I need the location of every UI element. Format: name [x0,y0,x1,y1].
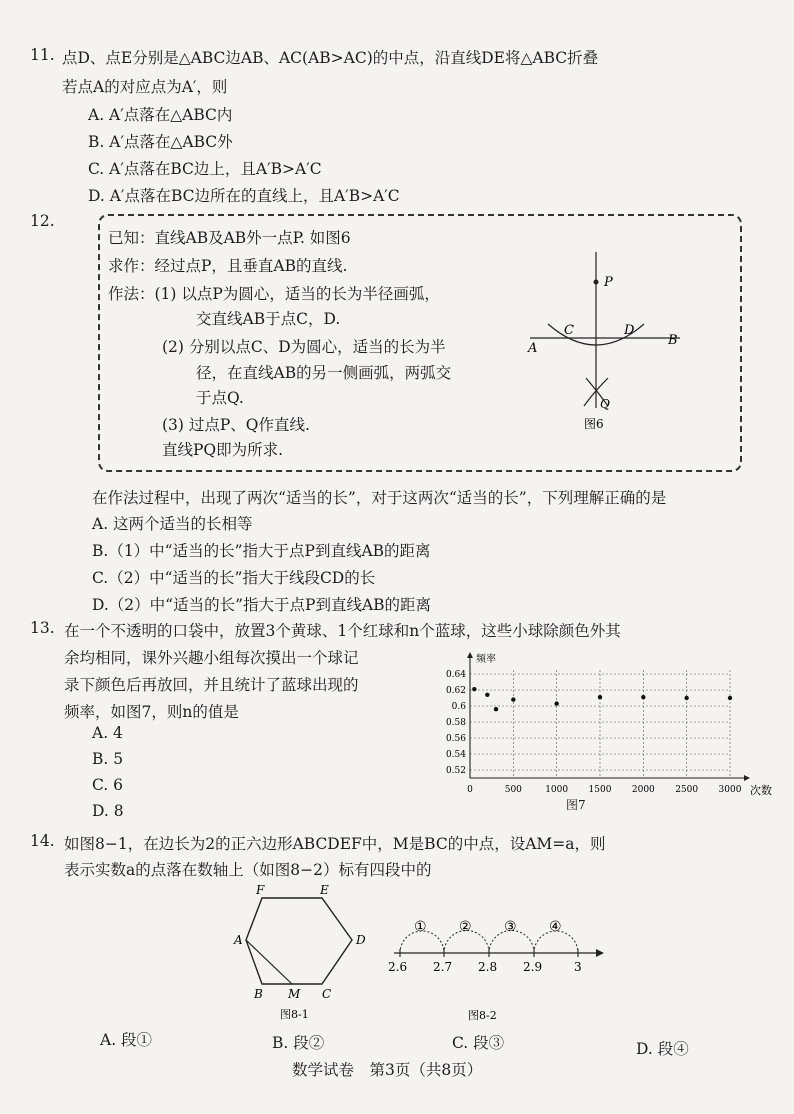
q13-stem-line1: 在一个不透明的口袋中，放置3个黄球、1个红球和n个蓝球，这些小球除颜色外其 [64,622,621,640]
y-axis-arrow-icon [467,652,473,658]
q11-option-a: A. A′点落在△ABC内 [88,106,233,124]
figure-6 [520,240,690,440]
q14-option-d: D. 段④ [636,1040,689,1058]
data-point [728,696,732,700]
q14-stem-line1: 如图8−1，在边长为2的正六边形ABCDEF中，M是BC的中点，设AM=a，则 [64,835,606,853]
tick-label-2-7: 2.7 [433,960,453,974]
hex-label-c: C [322,987,332,1001]
q11-stem-line1: 点D、点E分别是△ABC边AB、AC(AB>AC)的中点，沿直线DE将△ABC折叠 [62,49,599,67]
q12-option-b: B.（1）中“适当的长”指大于点P到直线AB的距离 [92,542,431,560]
q11-option-b: B. A′点落在△ABC外 [88,133,233,151]
q14-option-a: A. 段① [100,1031,153,1049]
hex-label-e: E [320,883,329,897]
data-point [684,696,688,700]
q14-option-c: C. 段③ [452,1034,505,1052]
q12-construct: 求作：经过点P，且垂直AB的直线. [108,257,348,275]
x-axis-arrow-icon [744,775,750,781]
q11-number: 11. [30,46,55,64]
label-b: B [668,333,678,348]
segment-label-3: ③ [504,919,517,935]
hex-label-d: D [356,933,366,947]
q12-step1-cont: 交直线AB于点C，D. [196,310,341,328]
x-tick-label: 1000 [545,785,569,795]
x-tick-label: 3000 [718,785,742,795]
data-point [641,695,645,699]
x-tick-label: 0 [467,785,473,795]
hexagon [246,898,352,984]
q12-step2-cont1: 径，在直线AB的另一侧画弧，两弧交 [196,364,452,382]
q14-stem-line2: 表示实数a的点落在数轴上（如图8−2）标有四段中的 [64,861,432,879]
segment-label-4: ④ [549,919,562,935]
y-tick-label: 0.6 [451,702,466,712]
y-tick-label: 0.62 [445,686,466,696]
x-tick-label: 2500 [675,785,699,795]
page-footer: 数学试卷 第3页（共8页） [292,1061,483,1079]
data-point [472,687,476,691]
x-axis-label: 次数 [750,784,772,797]
label-p: P [604,275,613,290]
figure-8-1 [232,880,366,1030]
q12-option-d: D.（2）中“适当的长”指大于点P到直线AB的距离 [92,596,432,614]
q12-step1: 作法：(1) 以点P为圆心，适当的长为半径画弧， [108,285,440,303]
label-a: A [528,341,538,356]
tick-label-2-9: 2.9 [523,960,543,974]
hex-label-m: M [288,987,301,1001]
q13-stem-line4: 频率，如图7，则n的值是 [64,703,239,721]
data-point [554,701,558,705]
figure-8-2-caption: 图8-2 [468,1009,497,1022]
x-tick-label: 1500 [588,785,612,795]
figure-8-1-caption: 图8-1 [280,1008,309,1021]
hex-label-f: F [256,883,265,897]
q13-option-a: A. 4 [92,724,123,742]
tick-label-3: 3 [574,960,582,974]
y-tick-label: 0.52 [445,766,466,776]
q12-step2: (2) 分别以点C、D为圆心，适当的长为半 [162,338,446,356]
q13-option-c: C. 6 [92,776,124,794]
data-point [511,697,515,701]
q12-number: 12. [30,212,55,230]
segment-label-1: ① [414,919,427,935]
q12-given: 已知：直线AB及AB外一点P. 如图6 [108,229,351,247]
y-axis-label: 频率 [476,654,496,665]
hex-label-a: A [234,933,243,947]
point-p [594,280,599,285]
q11-option-c: C. A′点落在BC边上，且A′B>A′C [88,160,322,178]
q13-option-b: B. 5 [92,750,124,768]
figure-7-caption: 图7 [566,798,586,812]
q11-stem-line2: 若点A的对应点为A′，则 [62,78,228,96]
y-tick-label: 0.64 [445,670,466,680]
segment-am [246,940,292,984]
q12-option-a: A. 这两个适当的长相等 [92,515,253,533]
figure-8-2 [386,905,606,1030]
q12-step2-cont2: 于点Q. [196,389,244,407]
data-point [598,695,602,699]
q14-option-b: B. 段② [272,1034,325,1052]
q12-question: 在作法过程中，出现了两次“适当的长”，对于这两次“适当的长”，下列理解正确的是 [92,489,667,507]
arrow-icon [596,949,604,957]
y-tick-label: 0.56 [445,734,466,744]
hex-label-b: B [254,987,263,1001]
x-tick-label: 500 [504,785,522,795]
y-tick-label: 0.58 [445,718,466,728]
q13-stem-line2: 余均相同，课外兴趣小组每次摸出一个球记 [64,649,359,667]
q11-option-d: D. A′点落在BC边所在的直线上，且A′B>A′C [88,187,400,205]
q13-stem-line3: 录下颜色后再放回，并且统计了蓝球出现的 [64,676,359,694]
q13-number: 13. [30,619,55,637]
label-q: Q [600,397,610,411]
q13-option-d: D. 8 [92,802,124,820]
figure-6-caption: 图6 [584,417,604,431]
q12-conclusion: 直线PQ即为所求. [162,441,284,459]
y-tick-label: 0.54 [445,750,466,760]
label-c: C [564,323,574,338]
tick-label-2-6: 2.6 [388,960,408,974]
data-point [494,707,498,711]
q12-step3: (3) 过点P、Q作直线. [162,416,310,434]
tick-label-2-8: 2.8 [478,960,498,974]
x-tick-label: 2000 [631,785,655,795]
figure-7-chart [430,646,772,816]
q12-option-c: C.（2）中“适当的长”指大于线段CD的长 [92,569,376,587]
data-point [485,693,489,697]
q14-number: 14. [30,832,55,850]
label-d: D [624,323,635,338]
segment-label-2: ② [459,919,472,935]
